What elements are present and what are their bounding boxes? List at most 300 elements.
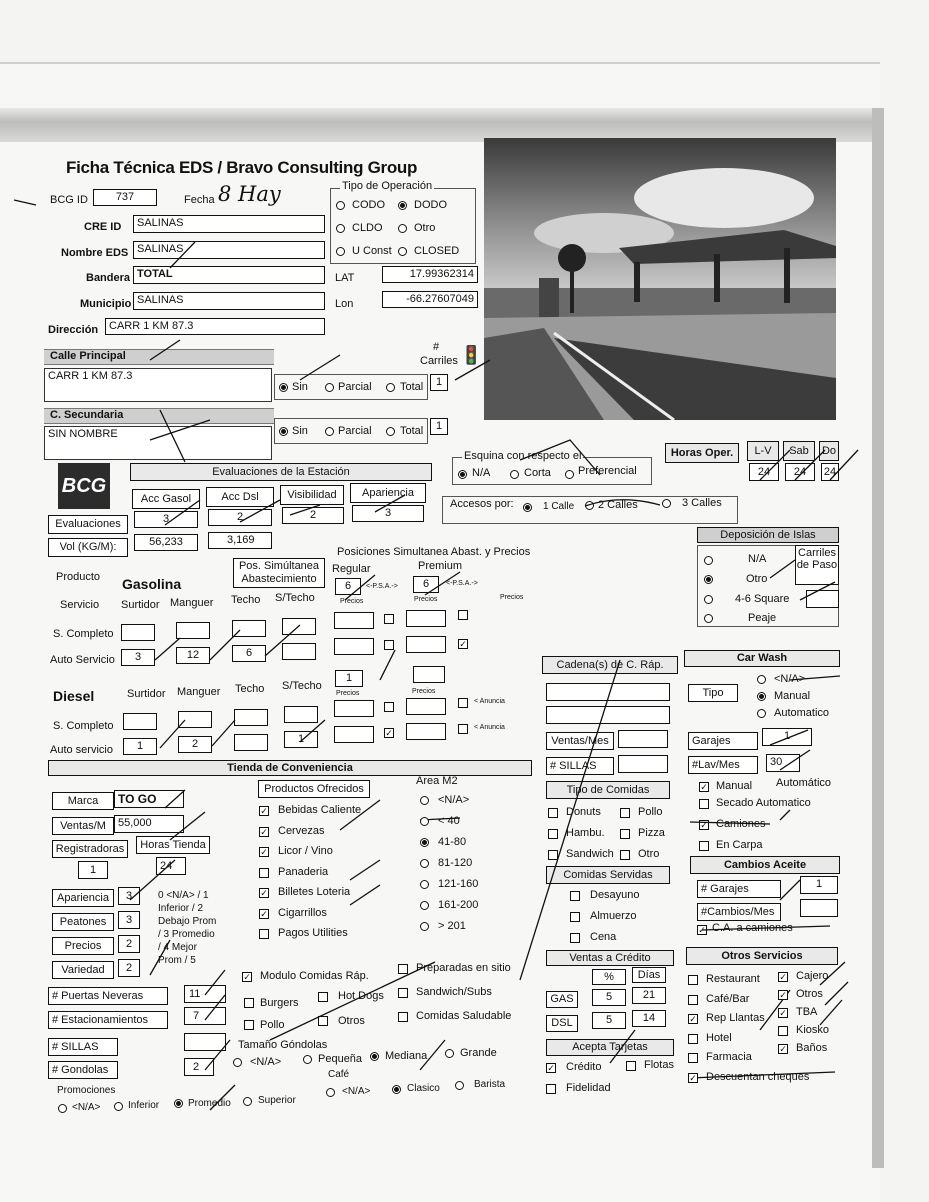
preparadas-label: Preparadas en sitio (416, 962, 511, 974)
carwash-carpa-label: En Carpa (716, 839, 763, 851)
tienda-sillas-label: # SILLAS (48, 1038, 118, 1056)
ventas-m-label: Ventas/M (52, 817, 114, 835)
carriles-paso-header: Carriles de Paso (795, 545, 839, 585)
ink-mark-tienda (130, 812, 205, 900)
calle-secundaria-field[interactable]: SIN NOMBRE (44, 426, 272, 460)
calle-secundaria-label: C. Secundaria (50, 409, 124, 421)
dsl-auto-stecho[interactable]: 1 (284, 731, 318, 748)
gas-auto-premium-check[interactable]: ✓ (459, 639, 467, 649)
closed-label: CLOSED (414, 245, 460, 257)
producto-4-check[interactable]: ✓ (260, 888, 268, 898)
uconst-label: U Const (352, 245, 392, 257)
gas-col-manguer: Manguer (170, 597, 214, 609)
vol-label: Vol (KG/M): (48, 538, 128, 557)
cre-id-label: CRE ID (84, 221, 122, 233)
producto-3-label: Panaderia (278, 865, 329, 878)
calle-principal-field[interactable]: CARR 1 KM 87.3 (44, 368, 272, 402)
eval-acc-dsl[interactable]: 2 (208, 509, 272, 526)
ink-mark-principal-sin (300, 355, 340, 380)
estacionamientos-label: # Estacionamientos (48, 1011, 168, 1029)
gas-row-scompleto-label: S. Completo (53, 628, 114, 640)
radio-area-4[interactable] (420, 880, 429, 889)
otros-left-1-label: Café/Bar (706, 992, 750, 1005)
sandwich-subs-label: Sandwich/Subs (416, 986, 492, 998)
ink-mark-gas-precio (380, 650, 395, 680)
tarjetas-title: Acepta Tarjetas (546, 1039, 674, 1056)
municipio-field[interactable]: SALINAS (133, 292, 325, 310)
calle-principal-label: Calle Principal (50, 350, 126, 362)
cadena-sillas-label: # SILLAS (546, 757, 614, 775)
producto-3-check[interactable] (259, 868, 269, 878)
aceite-cambios-label: #Cambios/Mes (697, 903, 781, 921)
producto-2-check[interactable]: ✓ (260, 847, 268, 857)
otros-left-1-check[interactable] (688, 995, 698, 1005)
radio-area-5[interactable] (420, 901, 429, 910)
esquina-preferencial-label: Preferencial (578, 465, 637, 477)
ink-mark-carwash (770, 676, 840, 770)
tipo-comida-0-check[interactable] (548, 808, 558, 818)
radio-area-1[interactable] (420, 817, 429, 826)
premium-label: Premium (418, 560, 463, 572)
tipo-comida-2-label: Hambu. (566, 827, 605, 839)
horas-tienda-label: Horas Tienda (136, 836, 210, 854)
area-4-label: 121-160 (438, 878, 479, 890)
tipo-comidas-title: Tipo de Comidas (546, 781, 670, 799)
direccion-field[interactable]: CARR 1 KM 87.3 (105, 318, 325, 335)
pollo-label: Pollo (260, 1019, 285, 1031)
tipo-comida-2-check[interactable] (548, 829, 558, 839)
secundaria-parcial-label: Parcial (338, 425, 372, 437)
area-3-label: 81-120 (438, 857, 473, 869)
ink-mark-promociones (210, 1085, 235, 1110)
registradoras-label: Registradoras (52, 840, 128, 858)
vol-gasol[interactable]: 56,233 (134, 534, 198, 551)
aceite-camiones-label: C.A. a camiones (712, 922, 793, 934)
area-1-label: < 40 (438, 815, 460, 827)
pos-simultanea-header: Pos. Simúltanea Abastecimiento (233, 558, 325, 588)
tarjeta-flotas-label: Flotas (644, 1059, 674, 1071)
ink-mark-carriles (455, 360, 490, 380)
accesos-1calle-label: 1 Calle (543, 501, 575, 512)
esquina-na-label: N/A (472, 467, 491, 479)
diesel-title: Diesel (53, 688, 95, 704)
burgers-label: Burgers (260, 997, 299, 1009)
accesos-3calles-label: 3 Calles (682, 497, 722, 509)
esquina-corta-label: Corta (524, 467, 551, 479)
tamano-pequena-label: Pequeña (318, 1053, 363, 1065)
rating-variedad-label: Variedad (52, 961, 114, 979)
gas-row-auto-label: Auto Servicio (50, 654, 115, 666)
lat-field[interactable]: 17.99362314 (382, 266, 478, 283)
ink-mark-aceite (702, 880, 830, 930)
credito-dias-header: Días (632, 967, 666, 983)
rating-variedad-field[interactable]: 2 (118, 959, 140, 977)
carwash-automatico-check-label: Automático (776, 777, 832, 789)
rating-apariencia-label: Apariencia (52, 889, 114, 907)
horas-sab-field[interactable]: 24 (785, 463, 815, 481)
credito-gas-label: GAS (546, 991, 578, 1008)
carwash-na-label: <N/A> (774, 673, 806, 685)
credito-percent-header: % (592, 969, 626, 985)
islas-peaje-label: Peaje (748, 612, 777, 624)
servicio-label: Servicio (60, 599, 100, 611)
visibilidad-header: Visibilidad (280, 485, 344, 505)
puertas-field[interactable]: 11 (184, 985, 226, 1003)
dsl-auto-surtidor[interactable]: 1 (123, 738, 157, 755)
tipo-operacion-title: Tipo de Operación (342, 180, 433, 192)
radio-area-3[interactable] (420, 859, 429, 868)
marca-label: Marca (52, 792, 114, 810)
tipo-comida-4-label: Sandwich (566, 848, 614, 860)
otros-left-5-label: Descuentan cheques (706, 1070, 810, 1083)
apariencia-header: Apariencia (350, 483, 426, 503)
cafe-label: Café (328, 1069, 350, 1080)
carwash-manual-label: Manual (774, 690, 811, 702)
accesos-2calles-label: 2 Calles (598, 499, 638, 511)
scale-line-5: / 4 Mejor (158, 942, 197, 953)
tienda-title: Tienda de Conveniencia (48, 760, 532, 776)
gas-col-stecho: S/Techo (275, 592, 315, 604)
promo-na-label: <N/A> (72, 1102, 101, 1113)
otros-right-2-check[interactable]: ✓ (779, 1008, 787, 1018)
gasolina-title: Gasolina (122, 576, 182, 592)
bandera-field[interactable]: TOTAL (133, 266, 325, 284)
tamano-label: Tamaño Góndolas (238, 1039, 328, 1051)
dsl-auto-check[interactable]: ✓ (385, 728, 393, 738)
vol-dsl[interactable]: 3,169 (208, 532, 272, 549)
credito-gas-percent[interactable]: 5 (592, 989, 626, 1006)
secundaria-carriles-field[interactable]: 1 (430, 418, 448, 435)
acc-gasol-header: Acc Gasol (132, 489, 200, 509)
promo-superior-label: Superior (258, 1095, 296, 1106)
lat-label: LAT (335, 272, 355, 284)
horas-lv-header: L-V (747, 441, 779, 461)
tipo-comida-0-label: Donuts (566, 806, 601, 818)
carriles-label: Carriles (420, 355, 458, 367)
carwash-garajes-label: Garajes (688, 732, 758, 750)
gas-col-surtidor: Surtidor (121, 599, 160, 611)
otros-right-0-label: Cajero (796, 970, 829, 982)
municipio-label: Municipio (80, 298, 132, 310)
principal-parcial-label: Parcial (338, 381, 372, 393)
cafe-na-label: <N/A> (342, 1086, 371, 1097)
otros-right-1-check[interactable]: ✓ (779, 990, 787, 1000)
producto-1-label: Cervezas (278, 824, 325, 837)
carwash-lav-field[interactable]: 30 (766, 754, 800, 772)
otros-left-2-check[interactable]: ✓ (689, 1014, 697, 1024)
ventas-credito-title: Ventas a Crédito (546, 950, 674, 966)
rating-precios-field[interactable]: 2 (118, 935, 140, 953)
precios-label-regular: Precios (340, 598, 364, 605)
carwash-lav-label: #Lav/Mes (688, 756, 758, 774)
credito-dsl-dias[interactable]: 14 (632, 1010, 666, 1027)
islas-title: Deposición de Islas (697, 527, 839, 543)
bcg-id-label: BCG ID (50, 194, 88, 206)
area-2-label: 41-80 (438, 836, 467, 848)
otros-left-4-check[interactable] (688, 1053, 698, 1063)
dsl-scompleto-anuncia-label: < Anuncia (474, 698, 505, 705)
tamano-na-label: <N/A> (250, 1056, 282, 1068)
dsl-col-manguer: Manguer (177, 686, 221, 698)
ink-mark-gondolas (205, 1040, 445, 1070)
promo-inferior-label: Inferior (128, 1100, 160, 1111)
ink-mark-credito (610, 1030, 635, 1063)
cldo-label: CLDO (352, 222, 383, 234)
puertas-label: # Puertas Neveras (48, 987, 168, 1005)
ink-mark-gasolina (155, 625, 300, 660)
radio-area-0[interactable] (420, 796, 429, 805)
carwash-tipo-label: Tipo (688, 684, 738, 702)
principal-carriles-field[interactable]: 1 (430, 374, 448, 391)
producto-0-check[interactable]: ✓ (260, 806, 268, 816)
otros-left-2-label: Rep Llantas (706, 1012, 765, 1024)
num-label: # (433, 341, 440, 353)
otros-right-4-check[interactable]: ✓ (779, 1044, 787, 1054)
promo-promedio-label: Promedio (188, 1098, 231, 1109)
tipo-comida-4-check[interactable] (548, 850, 558, 860)
credito-dsl-percent[interactable]: 5 (592, 1012, 626, 1029)
tarjeta-credito-label: Crédito (566, 1061, 602, 1073)
horas-tienda-field[interactable]: 24 (156, 857, 186, 875)
area-6-label: > 201 (438, 920, 466, 932)
dsl-precios-label-2: Precios (412, 688, 436, 695)
gas-auto-techo[interactable]: 6 (232, 645, 266, 662)
accesos-title: Accesos por: (450, 498, 514, 510)
hotdogs-label: Hot Dogs (338, 990, 384, 1002)
direccion-label: Dirección (48, 324, 99, 336)
otros-left-3-label: Hotel (706, 1031, 732, 1044)
cafe-barista-label: Barista (474, 1079, 506, 1090)
gas-auto-manguer[interactable]: 12 (176, 647, 210, 664)
regular-label: Regular (332, 563, 371, 575)
otro-label: Otro (414, 222, 436, 234)
scale-line-3: Debajo Prom (158, 916, 217, 927)
ink-mark-accesos (585, 500, 660, 506)
otros-right-1-label: Otros (796, 988, 823, 1000)
ink-mark-camiones (690, 810, 790, 824)
secundaria-total-label: Total (400, 425, 424, 437)
acc-dsl-header: Acc Dsl (206, 487, 274, 507)
carwash-manual-check-label: Manual (716, 780, 753, 792)
ink-mark-secundaria (150, 410, 210, 462)
fecha-handwritten[interactable]: 8 Hay (218, 182, 281, 206)
tipo-comida-5-label: Otro (638, 848, 660, 860)
dsl-row-auto-label: Auto servicio (50, 744, 113, 756)
area-5-label: 161-200 (438, 899, 479, 911)
bcg-id-field[interactable]: 737 (93, 189, 157, 206)
comida-servida-1-check[interactable] (570, 912, 580, 922)
otros-left-3-check[interactable] (688, 1034, 698, 1044)
tipo-comida-1-check[interactable] (620, 808, 630, 818)
carwash-garajes-field[interactable]: 1 (762, 728, 812, 746)
otros-right-3-label: Kiosko (796, 1024, 830, 1036)
esquina-title: Esquina con respecto el (464, 450, 582, 462)
evaluaciones-row-label: Evaluaciones (48, 515, 128, 534)
area-title: Area M2 (416, 775, 458, 787)
ink-mark-horas (760, 450, 858, 480)
producto-2-label: Licor / Vino (278, 845, 333, 857)
ink-mark-posiciones (345, 572, 460, 600)
rating-peatones-label: Peatones (52, 913, 114, 931)
producto-0-label: Bebidas Caliente (278, 804, 362, 816)
tipo-comida-3-label: Pizza (638, 827, 665, 839)
saludable-label: Comidas Saludable (416, 1010, 512, 1022)
otros-right-4-label: Baños (796, 1042, 828, 1054)
islas-square-label: 4-6 Square (735, 593, 790, 605)
modulo-label: Modulo Comidas Ráp. (260, 970, 369, 982)
registradoras-field[interactable]: 1 (78, 861, 108, 879)
bcg-logo: BCG (58, 463, 110, 509)
ink-mark-evaluaciones (165, 495, 405, 525)
dodo-label: DODO (414, 199, 447, 211)
principal-sin-label: Sin (292, 381, 308, 393)
dsl-col-surtidor: Surtidor (127, 688, 166, 700)
islas-otro-label: Otro (746, 573, 768, 585)
marca-field[interactable]: TO GO (114, 790, 184, 808)
comida-servida-2-label: Cena (590, 931, 617, 943)
form-title: Ficha Técnica EDS / Bravo Consulting Group (66, 158, 418, 177)
eval-visibilidad[interactable]: 2 (282, 507, 344, 524)
radio-area-2[interactable] (420, 838, 429, 847)
gondolas-field[interactable]: 2 (184, 1058, 214, 1076)
otros-left-0-check[interactable] (688, 975, 698, 985)
carwash-automatico-label: Automatico (774, 707, 830, 719)
premium-psa-label: <-P.S.A.-> (446, 580, 478, 587)
ink-mark-bandera (170, 242, 195, 268)
fecha-label: Fecha (184, 194, 215, 206)
area-0-label: <N/A> (438, 794, 470, 806)
producto-4-label: Billetes Loteria (278, 886, 351, 898)
modulo-check[interactable]: ✓ (243, 972, 251, 982)
credito-dsl-label: DSL (546, 1015, 578, 1032)
horas-dom-header: Do (819, 441, 839, 461)
scale-line-4: / 3 Promedio (158, 929, 215, 940)
aceite-camiones-check[interactable]: ✓ (698, 925, 706, 935)
premium-psa-field[interactable]: 6 (413, 576, 439, 593)
aceite-garajes-field[interactable]: 1 (800, 876, 838, 894)
scale-line-2: Inferior / 2 (158, 903, 204, 914)
gas-auto-surtidor[interactable]: 3 (121, 649, 155, 666)
otros-right-3-check[interactable] (778, 1026, 788, 1036)
otros-left-4-label: Farmacia (706, 1051, 752, 1063)
otros-right-2-label: TBA (796, 1006, 818, 1018)
dsl-col-stecho: S/Techo (282, 680, 322, 692)
principal-total-label: Total (400, 381, 424, 393)
estacionamientos-field[interactable]: 7 (184, 1007, 226, 1025)
dsl-row-scompleto-label: S. Completo (53, 720, 114, 732)
aceite-garajes-label: # Garajes (697, 880, 781, 898)
carwash-secado-label: Secado Automatico (716, 797, 811, 809)
traffic-light-icon: 🚦 (460, 345, 483, 366)
tamano-grande-label: Grande (460, 1047, 497, 1059)
tamano-mediana-label: Mediana (385, 1050, 428, 1062)
secundaria-sin-label: Sin (292, 425, 308, 437)
ink-mark-diesel (160, 720, 325, 748)
cadena-ventas-label: Ventas/Mes (546, 732, 614, 750)
ink-mark-esquina (520, 440, 600, 475)
tipo-comida-5-check[interactable] (620, 850, 630, 860)
tarjeta-fidelidad-label: Fidelidad (566, 1082, 611, 1094)
scale-line-1: 0 <N/A> / 1 (158, 890, 209, 901)
comida-servida-0-check[interactable] (570, 891, 580, 901)
nombre-label: Nombre EDS (61, 247, 129, 259)
producto-5-label: Cigarrillos (278, 906, 327, 919)
horas-sab-header: Sab (783, 441, 815, 461)
producto-5-check[interactable]: ✓ (260, 908, 268, 919)
producto-label: Producto (56, 571, 101, 583)
cre-id-field[interactable]: SALINAS (133, 215, 325, 233)
producto-6-check[interactable] (259, 929, 269, 939)
ink-mark-principal (150, 340, 180, 360)
comidas-servidas-title: Comidas Servidas (546, 866, 670, 884)
credito-gas-dias[interactable]: 21 (632, 987, 666, 1004)
eval-apariencia[interactable]: 3 (352, 505, 424, 522)
rating-peatones-field[interactable]: 3 (118, 911, 140, 929)
tarjeta-credito-check[interactable]: ✓ (547, 1063, 555, 1073)
islas-na-label: N/A (748, 553, 767, 565)
dsl-pos-field[interactable]: 1 (335, 670, 363, 687)
horas-dom-field[interactable]: 24 (821, 463, 839, 481)
producto-1-check[interactable]: ✓ (260, 826, 268, 837)
horas-oper-label: Horas Oper. (665, 443, 739, 463)
otros-right-0-check[interactable]: ✓ (779, 972, 787, 982)
ink-mark-islas (770, 560, 835, 600)
dsl-auto-anuncia-label: < Anuncia (474, 724, 505, 731)
gondolas-label: # Gondolas (48, 1061, 118, 1079)
ink-mark-marca (165, 790, 185, 808)
precios-label-premium: Precios (414, 596, 438, 603)
aceite-title: Cambios Aceite (690, 856, 840, 874)
ventas-m-field[interactable]: 55,000 (114, 815, 184, 833)
evaluaciones-title: Evaluaciones de la Estación (130, 463, 432, 481)
precios-label-extra: Precios (500, 594, 524, 601)
rating-precios-label: Precios (52, 937, 114, 955)
eval-acc-gasol[interactable]: 3 (134, 511, 198, 528)
dsl-auto-manguer[interactable]: 2 (178, 736, 212, 753)
ink-mark-ratings (150, 940, 225, 1020)
ink-mark-comidas-strike (270, 962, 435, 1040)
dsl-col-techo: Techo (235, 683, 265, 695)
productos-title: Productos Ofrecidos (258, 780, 370, 798)
otros-servicios-title: Otros Servicios (686, 947, 838, 965)
carwash-camiones-label: Camiones (716, 818, 766, 830)
gas-col-techo: Techo (231, 594, 261, 606)
carwash-title: Car Wash (684, 650, 840, 667)
comida-servida-1-label: Almuerzo (590, 910, 637, 922)
carwash-manual-check[interactable]: ✓ (700, 782, 708, 792)
nombre-field[interactable]: SALINAS (133, 241, 325, 259)
regular-psa-label: <-P.S.A.-> (366, 583, 398, 590)
rating-apariencia-field[interactable]: 3 (118, 887, 140, 905)
carwash-camiones-check[interactable]: ✓ (700, 820, 708, 830)
cafe-clasico-label: Clasico (407, 1083, 440, 1094)
regular-psa-field[interactable]: 6 (335, 578, 361, 595)
scale-line-6: Prom / 5 (158, 955, 196, 966)
bandera-label: Bandera (86, 272, 131, 284)
radio-area-6[interactable] (420, 922, 429, 931)
tipo-comida-3-check[interactable] (620, 829, 630, 839)
lon-field[interactable]: -66.27607049 (382, 291, 478, 308)
producto-6-label: Pagos Utilities (278, 927, 348, 939)
horas-lv-field[interactable]: 24 (749, 463, 779, 481)
ink-mark-margin (14, 200, 36, 205)
comida-servida-2-check[interactable] (570, 933, 580, 943)
tipo-comida-1-label: Pollo (638, 806, 663, 818)
dsl-precios-label: Precios (336, 690, 360, 697)
otros-comida-label: Otros (338, 1015, 365, 1027)
otros-left-5-check[interactable]: ✓ (689, 1072, 697, 1083)
lon-label: Lon (335, 298, 354, 310)
